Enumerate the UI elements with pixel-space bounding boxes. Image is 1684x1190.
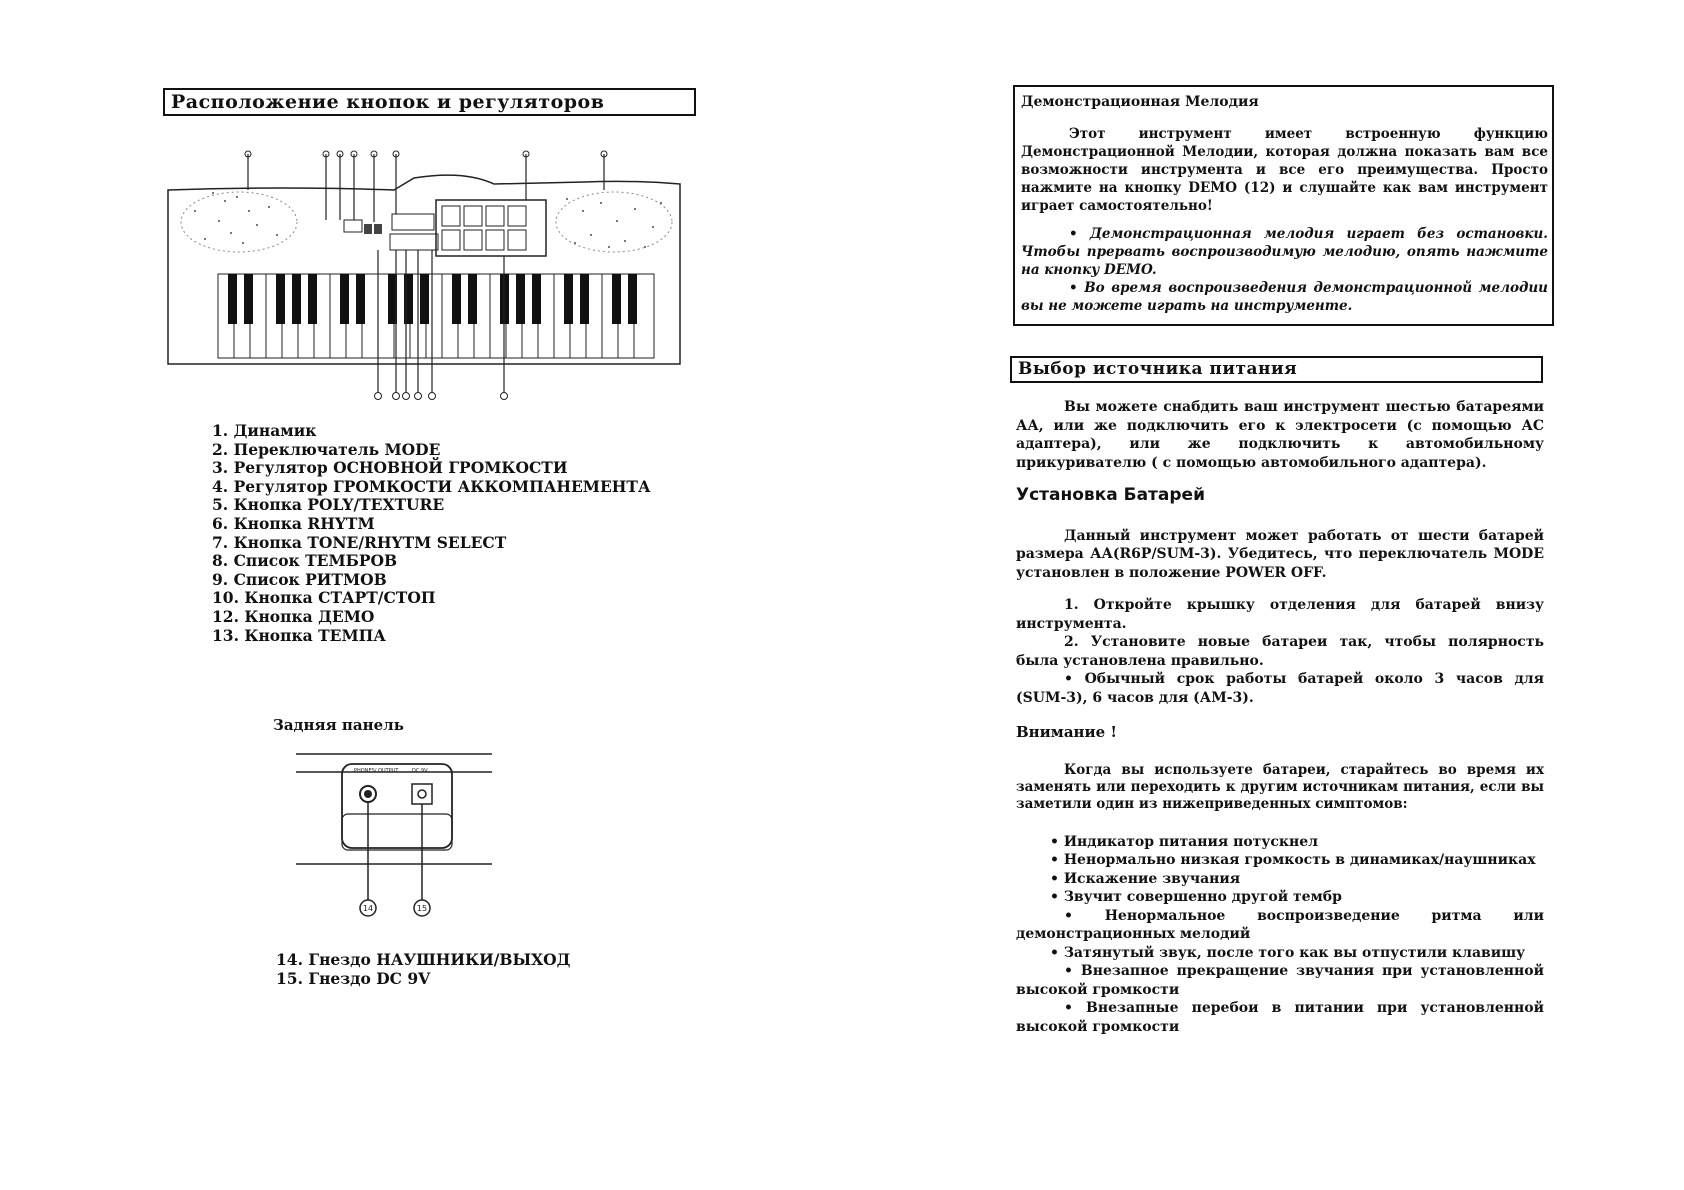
battery-step-3: • Обычный срок работы батарей около 3 часов для (SUM-3), 6 часов для (АМ-3).	[1016, 671, 1544, 706]
legend-item: 1. Динамик	[212, 421, 317, 440]
keyboard-diagram	[164, 150, 684, 410]
jack-legend-item: 15. Гнездо DC 9V	[276, 969, 431, 988]
symptom-item: • Внезапные перебои в питании при установленной высокой громкости	[1016, 1000, 1544, 1035]
legend-item: 5. Кнопка POLY/TEXTURE	[212, 495, 445, 515]
rear-panel-diagram	[296, 750, 496, 930]
warning-text: Когда вы используете батареи, старайтесь во время их заменять или переходить к другим источникам питания, если вы заметили один из нижеприведенных симптомов:	[1016, 761, 1544, 812]
symptom-list	[1016, 833, 1544, 1037]
symptom-item: • Индикатор питания потускнел	[1050, 833, 1318, 850]
battery-step-1: 1. Откройте крышку отделения для батарей внизу инструмента.	[1016, 597, 1544, 632]
rear-panel-title: Задняя панель	[273, 716, 404, 734]
demo-note-1: • Демонстрационная мелодия играет без остановки. Чтобы прервать воспроизводимую мелодию, опять нажмите на кнопку DEMO.	[1021, 226, 1548, 278]
jack-number-15: 15	[416, 904, 428, 913]
power-source-title: Выбор источника питания	[1010, 356, 1543, 383]
controls-legend	[212, 422, 651, 645]
demo-melody-box	[1013, 85, 1554, 326]
power-section	[1016, 398, 1544, 1036]
symptom-item: • Ненормальное воспроизведение ритма или демонстрационных мелодий	[1016, 907, 1544, 942]
symptom-item: • Затянутый звук, после того как вы отпустили клавишу	[1050, 944, 1526, 961]
battery-heading: Установка Батарей	[1016, 485, 1205, 505]
jack-label-dc: DC 9V	[412, 768, 428, 774]
battery-text: Данный инструмент может работать от шести батарей размера АА(R6P/SUM-3). Убедитесь, что переключатель MODE установлен в положение POWER OFF.	[1016, 527, 1544, 581]
demo-melody-body: Этот инструмент имеет встроенную функцию Демонстрационной Мелодии, которая должна показать вам все возможности инструмента и все его преимущества. Просто нажмите на кнопку DEMO (12) и слушайте как вам инструмент играет самостоятельно!	[1021, 126, 1548, 214]
symptom-item: • Ненормально низкая громкость в динамиках/наушниках	[1050, 852, 1536, 868]
legend-item: 2. Переключатель MODE	[212, 439, 441, 459]
legend-item: 4. Регулятор ГРОМКОСТИ АККОМПАНЕМЕНТА	[212, 476, 651, 496]
warning-heading: Внимание !	[1016, 723, 1117, 741]
legend-item: 12. Кнопка ДЕМО	[212, 606, 375, 626]
symptom-item: • Звучит совершенно другой тембр	[1050, 889, 1342, 905]
legend-item: 13. Кнопка ТЕМПА	[212, 625, 386, 645]
jack-legend	[276, 950, 570, 988]
legend-item: 8. Список ТЕМБРОВ	[212, 551, 398, 571]
controls-section-title: Расположение кнопок и регуляторов	[163, 88, 696, 116]
jack-label-phones: PHONES/ OUTPUT	[354, 768, 399, 774]
legend-item: 9. Список РИТМОВ	[212, 569, 387, 589]
legend-item: 10. Кнопка СТАРТ/СТОП	[212, 588, 436, 608]
demo-melody-title: Демонстрационная Мелодия	[1021, 94, 1259, 110]
legend-item: 6. Кнопка RHYTM	[212, 513, 375, 533]
jack-legend-item: 14. Гнездо НАУШНИКИ/ВЫХОД	[276, 950, 571, 969]
legend-item: 7. Кнопка TONE/RHYTM SELECT	[212, 532, 507, 552]
jack-number-14: 14	[362, 904, 374, 913]
power-intro: Вы можете снабдить ваш инструмент шестью батареями АА, или же подключить его к электросети (с помощью АС адаптера), или же подключить к автомобильному прикуривателю ( с помощью автомобильного адаптера).	[1016, 399, 1544, 471]
battery-step-2: 2. Установите новые батареи так, чтобы полярность была установлена правильно.	[1016, 634, 1544, 669]
legend-item: 3. Регулятор ОСНОВНОЙ ГРОМКОСТИ	[212, 458, 568, 478]
demo-note-2: • Во время воспроизведения демонстрационной мелодии вы не можете играть на инструменте.	[1021, 280, 1548, 314]
symptom-item: • Искажение звучания	[1050, 870, 1241, 887]
symptom-item: • Внезапное прекращение звучания при установленной высокой громкости	[1016, 963, 1544, 998]
